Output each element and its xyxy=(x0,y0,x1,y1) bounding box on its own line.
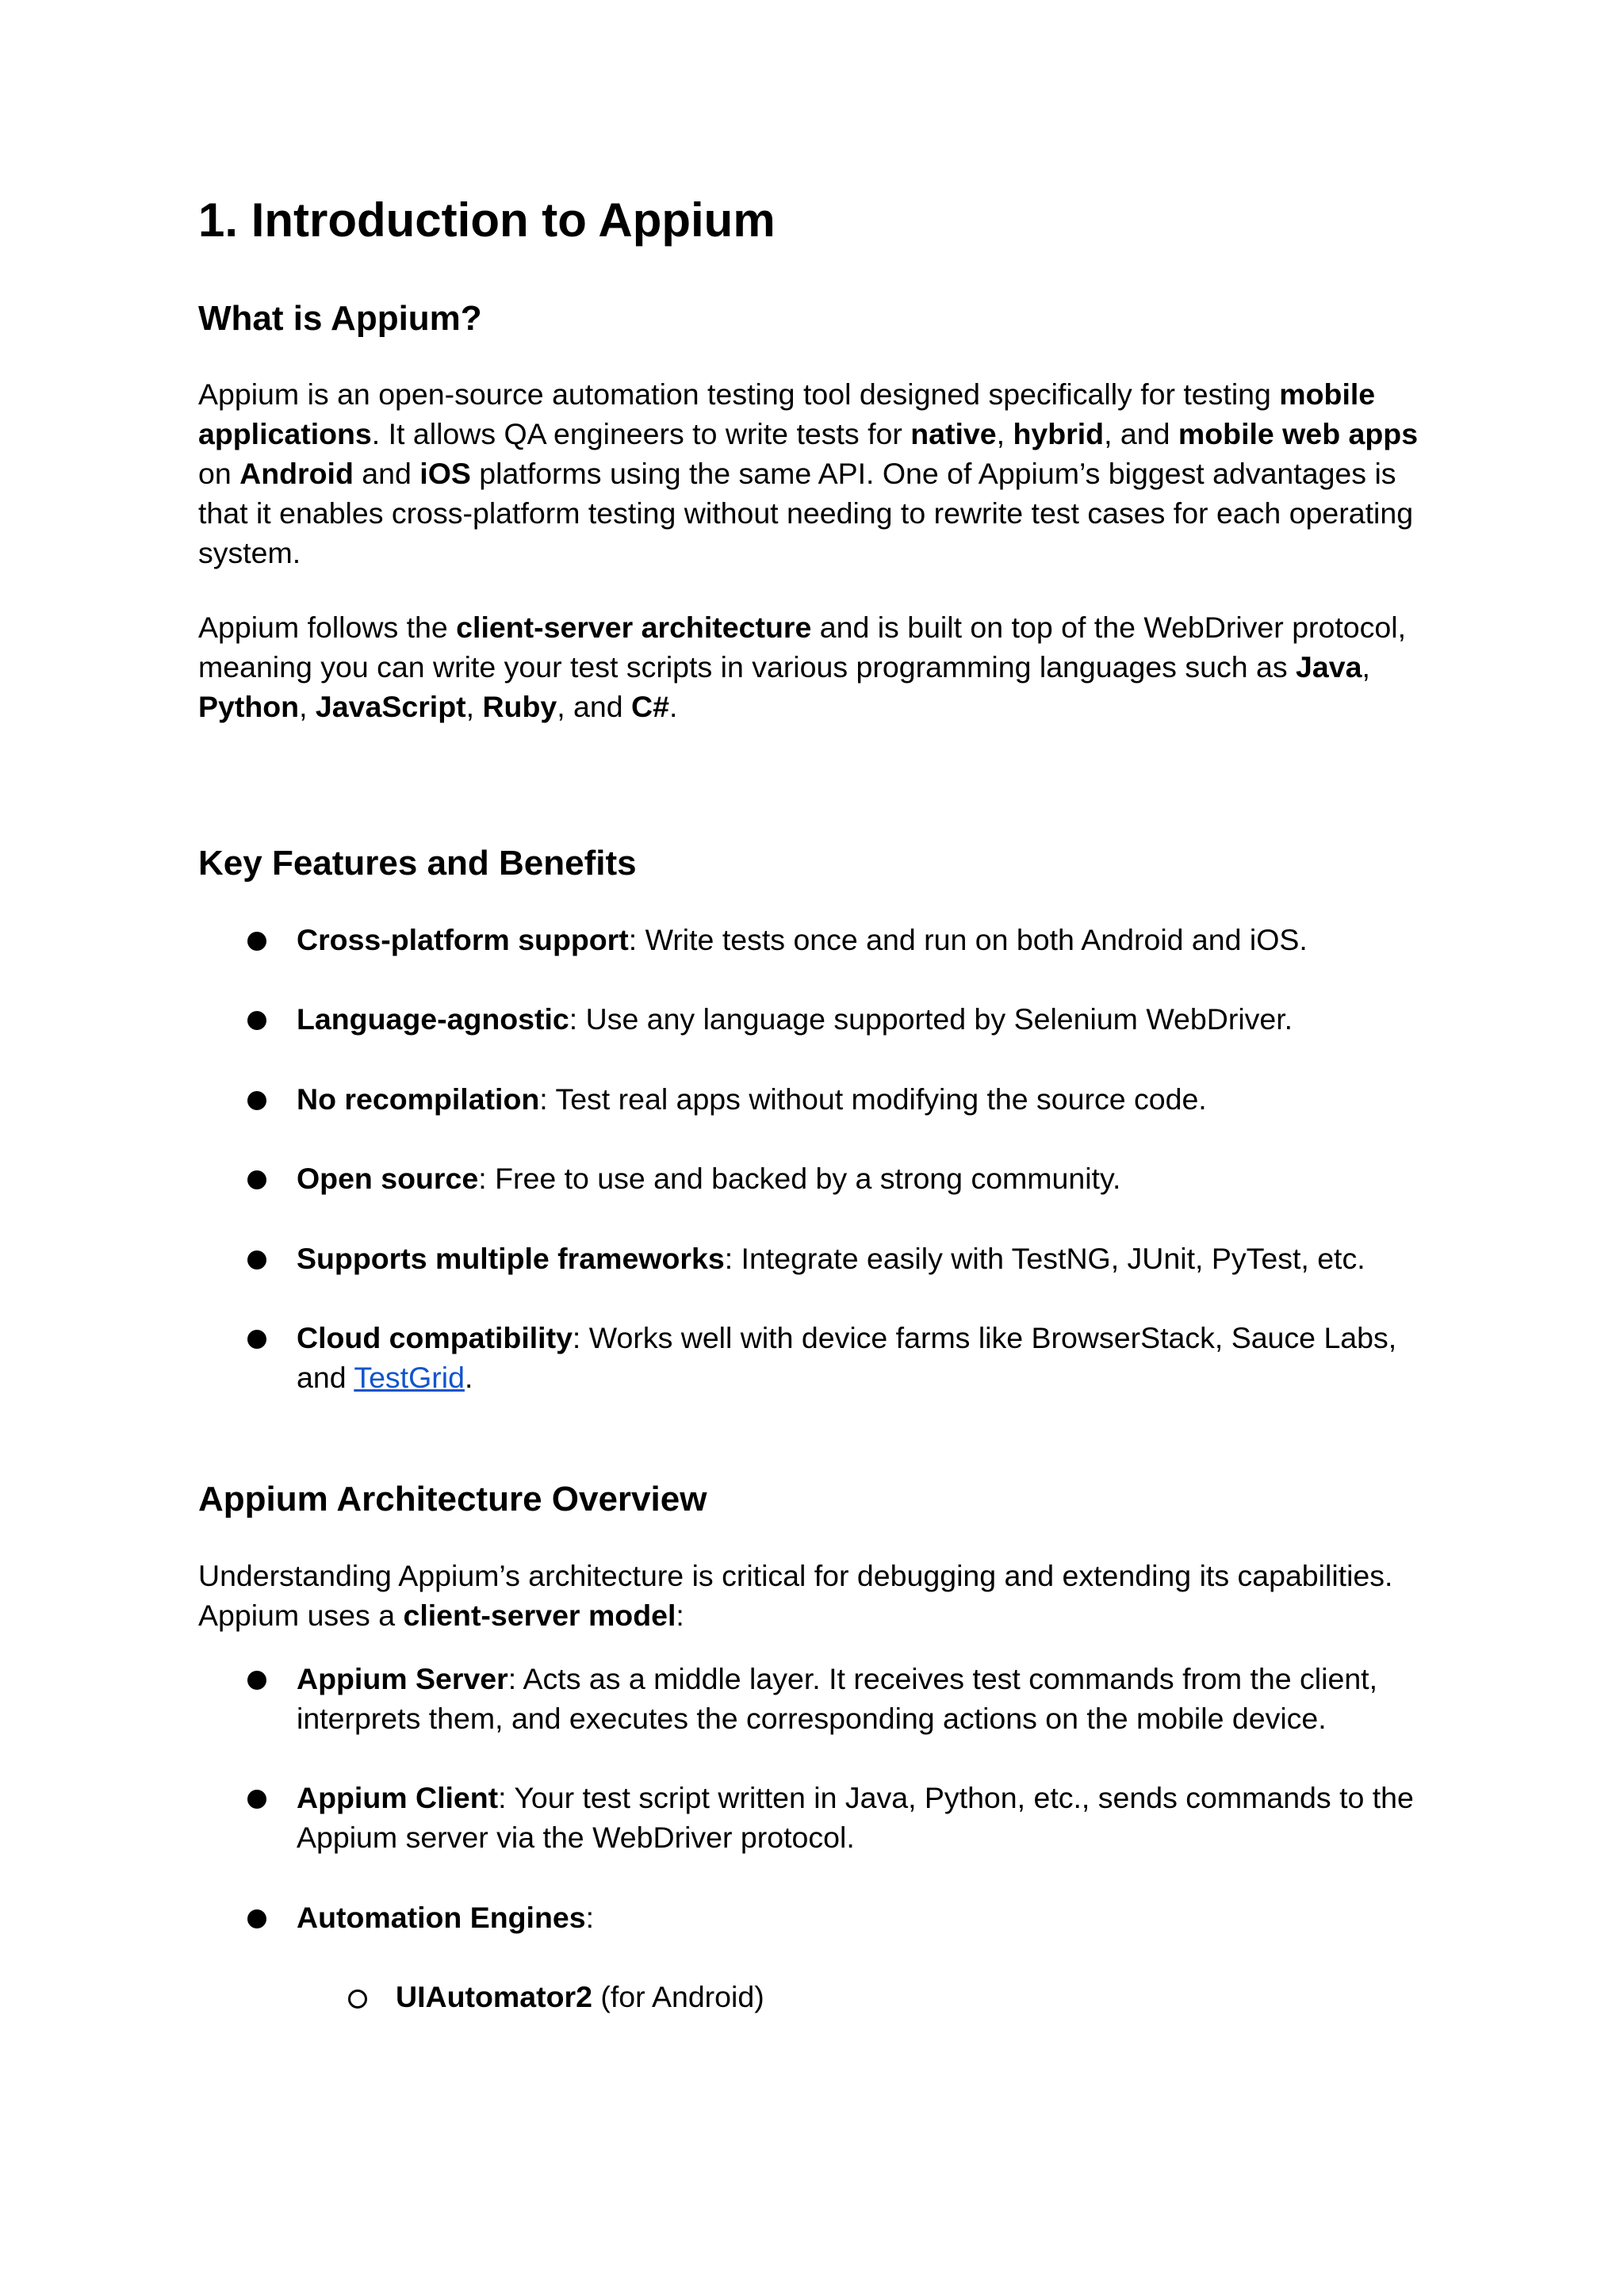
sub-list-item-uiautomator2: UIAutomator2 (for Android) xyxy=(396,1980,764,2013)
paragraph-what-is-1: Appium is an open-source automation testing tool designed specifically for testing mobile applications. It allows QA engineers to write tests for native, hybrid, and mobile web apps on Android and iOS platforms using the same API. One of Appium’s biggest advantages is that it enables cross-platform testing without needing to rewrite test cases for each operating system. xyxy=(198,377,1419,569)
list-item-feature-1: Cross-platform support: Write tests once and run on both Android and iOS. xyxy=(297,923,1308,956)
list-item-feature-2: Language-agnostic: Use any language supported by Selenium WebDriver. xyxy=(297,1002,1293,1036)
heading-what-is-appium: What is Appium? xyxy=(198,299,482,338)
bullet-icon xyxy=(247,1170,266,1189)
page-title: 1. Introduction to Appium xyxy=(198,193,776,247)
bullet-icon xyxy=(247,1011,266,1030)
list-item-feature-5: Supports multiple frameworks: Integrate easily with TestNG, JUnit, PyTest, etc. xyxy=(297,1242,1365,1275)
bullet-icon xyxy=(247,1790,266,1809)
list-item-architecture-2: Appium Client: Your test script written in Java, Python, etc., sends commands to the Appium server via the WebDriver protocol. xyxy=(297,1781,1414,1854)
bullet-icon xyxy=(247,1091,266,1110)
list-item-architecture-1: Appium Server: Acts as a middle layer. It receives test commands from the client, interprets them, and executes the corresponding actions on the mobile device. xyxy=(297,1662,1378,1735)
heading-key-features: Key Features and Benefits xyxy=(198,844,637,883)
hollow-bullet-icon xyxy=(348,1990,367,2009)
testgrid-link[interactable]: TestGrid xyxy=(354,1361,465,1394)
list-item-feature-6: Cloud compatibility: Works well with device farms like BrowserStack, Sauce Labs, and TestGrid. xyxy=(297,1321,1397,1394)
bullet-icon xyxy=(247,1671,266,1690)
list-item-architecture-3: Automation Engines: xyxy=(297,1901,595,1934)
paragraph-architecture-intro: Understanding Appium’s architecture is critical for debugging and extending its capabilities. Appium uses a client-server model: xyxy=(198,1559,1393,1632)
list-item-feature-4: Open source: Free to use and backed by a strong community. xyxy=(297,1162,1121,1195)
bullet-icon xyxy=(247,932,266,951)
bullet-icon xyxy=(247,1250,266,1270)
bullet-icon xyxy=(247,1909,266,1928)
list-item-feature-3: No recompilation: Test real apps without modifying the source code. xyxy=(297,1082,1207,1116)
paragraph-what-is-2: Appium follows the client-server architecture and is built on top of the WebDriver protocol, meaning you can write your test scripts in various programming languages such as Java, Python, JavaScript, Ruby, and C#. xyxy=(198,611,1407,723)
heading-architecture: Appium Architecture Overview xyxy=(198,1480,707,1518)
bullet-icon xyxy=(247,1330,266,1349)
